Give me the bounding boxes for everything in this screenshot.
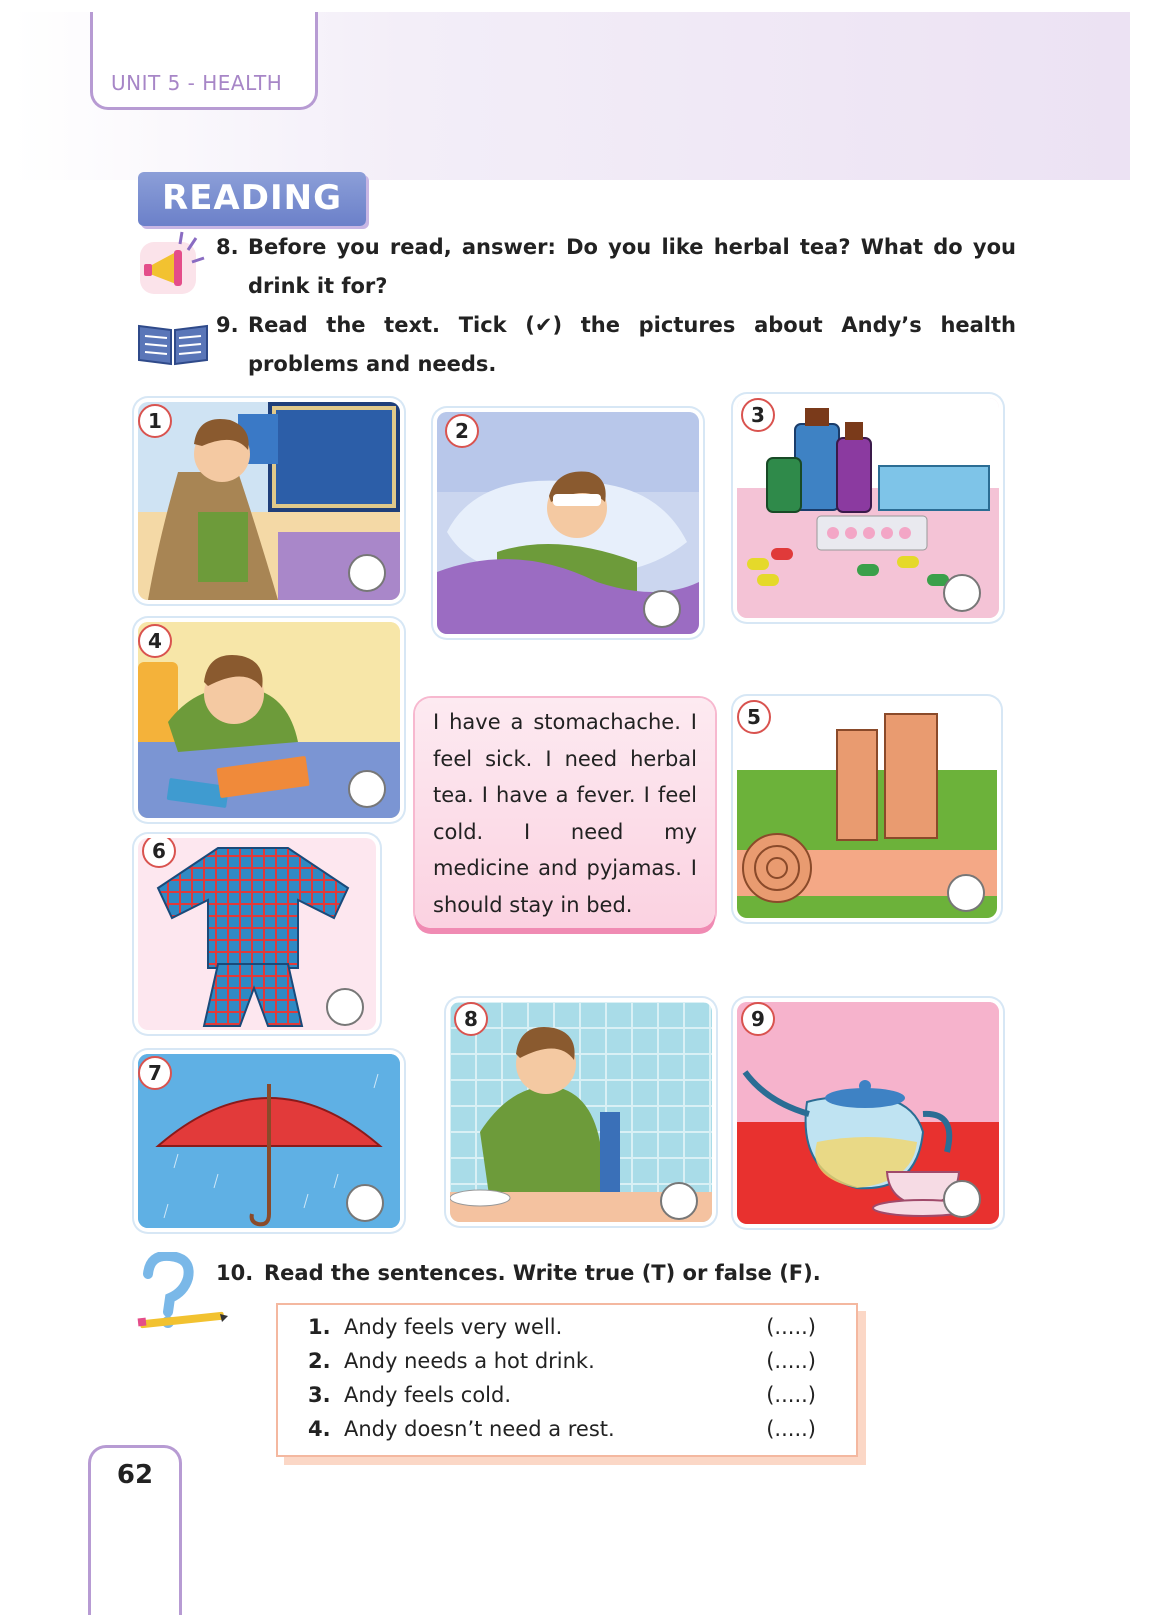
row-sentence: Andy doesn’t need a rest. bbox=[344, 1417, 615, 1441]
answer-blank[interactable]: (.....) bbox=[766, 1349, 816, 1373]
row-number: 2. bbox=[308, 1349, 331, 1373]
unit-tab bbox=[90, 12, 318, 110]
tick-box[interactable] bbox=[348, 554, 386, 592]
tick-box[interactable] bbox=[326, 988, 364, 1026]
picture-number-badge: 6 bbox=[142, 838, 176, 868]
picture-boy-headache bbox=[138, 622, 400, 818]
picture-umbrella bbox=[138, 1054, 400, 1228]
picture-number-badge: 7 bbox=[138, 1056, 172, 1090]
unit-label: UNIT 5 - HEALTH bbox=[111, 71, 283, 95]
task-text: Read the text. Tick (✔) the pictures about Andy’s health problems and needs. bbox=[248, 313, 1016, 376]
true-false-box bbox=[276, 1303, 858, 1457]
answer-blank[interactable]: (.....) bbox=[766, 1417, 816, 1441]
tick-box[interactable] bbox=[348, 770, 386, 808]
picture-number-badge: 1 bbox=[138, 404, 172, 438]
picture-boy-in-bed bbox=[437, 412, 699, 634]
section-title-banner bbox=[138, 172, 366, 226]
task-text: Read the sentences. Write true (T) or false (F). bbox=[264, 1261, 821, 1285]
story-box bbox=[415, 698, 715, 928]
tick-box[interactable] bbox=[947, 874, 985, 912]
picture-herbal-tea bbox=[737, 1002, 999, 1224]
true-false-row bbox=[308, 1383, 816, 1417]
picture-boy-shivering bbox=[138, 402, 400, 600]
picture-number-badge: 5 bbox=[737, 700, 771, 734]
task-number: 9. bbox=[216, 313, 239, 337]
picture-pyjamas bbox=[138, 838, 376, 1030]
page-number: 62 bbox=[116, 1460, 154, 1490]
story-text: I have a stomachache. I feel sick. I need herbal tea. I have a fever. I feel cold. I need my medicine and pyjamas. I should stay in bed. bbox=[433, 710, 697, 917]
page-number-tab bbox=[88, 1445, 182, 1615]
true-false-row bbox=[308, 1417, 816, 1451]
picture-bandages bbox=[737, 700, 997, 918]
true-false-row bbox=[308, 1349, 816, 1383]
picture-number-badge: 2 bbox=[445, 414, 479, 448]
section-title: READING bbox=[162, 178, 342, 218]
tick-box[interactable] bbox=[943, 574, 981, 612]
true-false-row bbox=[308, 1315, 816, 1349]
task-8 bbox=[216, 228, 1016, 308]
task-10 bbox=[216, 1254, 1016, 1294]
row-sentence: Andy feels cold. bbox=[344, 1383, 512, 1407]
tick-box[interactable] bbox=[643, 590, 681, 628]
book-icon bbox=[137, 320, 209, 366]
answer-blank[interactable]: (.....) bbox=[766, 1315, 816, 1339]
row-number: 1. bbox=[308, 1315, 331, 1339]
task-number: 10. bbox=[216, 1261, 254, 1285]
picture-number-badge: 9 bbox=[741, 1002, 775, 1036]
row-sentence: Andy feels very well. bbox=[344, 1315, 563, 1339]
answer-blank[interactable]: (.....) bbox=[766, 1383, 816, 1407]
tick-box[interactable] bbox=[943, 1180, 981, 1218]
picture-boy-stomachache bbox=[450, 1002, 712, 1222]
task-text: Before you read, answer: Do you like herbal tea? What do you drink it for? bbox=[248, 235, 1016, 298]
picture-number-badge: 3 bbox=[741, 398, 775, 432]
picture-medicine bbox=[737, 398, 999, 618]
row-number: 3. bbox=[308, 1383, 331, 1407]
row-sentence: Andy needs a hot drink. bbox=[344, 1349, 595, 1373]
row-number: 4. bbox=[308, 1417, 331, 1441]
tick-box[interactable] bbox=[346, 1184, 384, 1222]
tick-box[interactable] bbox=[660, 1182, 698, 1220]
question-pencil-icon bbox=[136, 1252, 228, 1332]
picture-number-badge: 8 bbox=[454, 1002, 488, 1036]
task-number: 8. bbox=[216, 235, 239, 259]
task-9 bbox=[216, 306, 1016, 386]
picture-number-badge: 4 bbox=[138, 624, 172, 658]
megaphone-icon bbox=[136, 228, 206, 300]
